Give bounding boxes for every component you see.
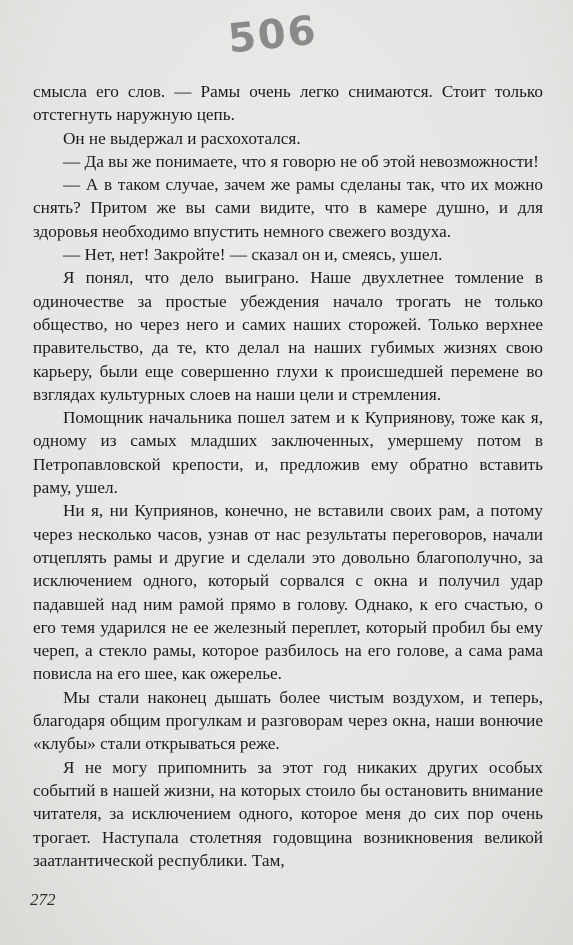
- paragraph: Помощник начальника пошел затем и к Куприянову, тоже как я, одному из самых младших заключенных, умершему потом в Петропавловской крепости, и, предложив ему обратно вставить раму, ушел.: [33, 408, 543, 498]
- paragraph: Я понял, что дело выиграно. Наше двухлетнее томление в одиночестве за простые убеждения начало трогать не только общество, но через него и самих наших сторожей. Только верхнее правительство, да те, кто делал на наших губимых жизнях свою карьеру, были еще совершенно глухи к происшедшей перемене во взглядах культурных слоев на наши цели и стремления.: [33, 268, 543, 404]
- page-number: 272: [30, 890, 56, 909]
- paragraph: Он не выдержал и расхохотался.: [63, 128, 301, 148]
- paragraph: Я не могу припомнить за этот год никаких других особых событий в нашей жизни, на которых стоило бы остановить внимание читателя, за исключением одного, которое меня до сих пор очень трогает. Наступала столетняя годовщина возникновения великой заатлантической республики. Там,: [33, 757, 543, 870]
- paragraph: — Да вы же понимаете, что я говорю не об этой невозможности!: [63, 151, 539, 171]
- paragraph: Мы стали наконец дышать более чистым воздухом, и теперь, благодаря общим прогулкам и разговорам через окна, наши вонючие «клубы» стали открываться реже.: [33, 687, 543, 754]
- body-text: [33, 80, 543, 872]
- paragraph: смысла его слов. — Рамы очень легко снимаются. Стоит только отстегнуть наружную цепь.: [33, 82, 543, 125]
- paragraph: Ни я, ни Куприянов, конечно, не вставили своих рам, а потому через несколько часов, узнав от нас результаты переговоров, начали отцеплять рамы и другие и сделали это довольно благополучно, за исключением одного, который сорвался с окна и получил удар падавшей над ним рамой прямо в голову. Однако, к его счастью, о его темя ударился не ее железный переплет, который пробил бы ему череп, а стекло рамы, которое разбилось на его голове, а сама рама повисла на его шее, как ожерелье.: [33, 501, 543, 684]
- paragraph: — Нет, нет! Закройте! — сказал он и, смеясь, ушел.: [63, 245, 443, 265]
- paragraph: — А в таком случае, зачем же рамы сделаны так, что их можно снять? Притом же вы сами видите, что в камере душно, и для здоровья необходимо впустить немного свежего воздуха.: [33, 175, 543, 241]
- handwritten-archive-number: 506: [225, 7, 320, 63]
